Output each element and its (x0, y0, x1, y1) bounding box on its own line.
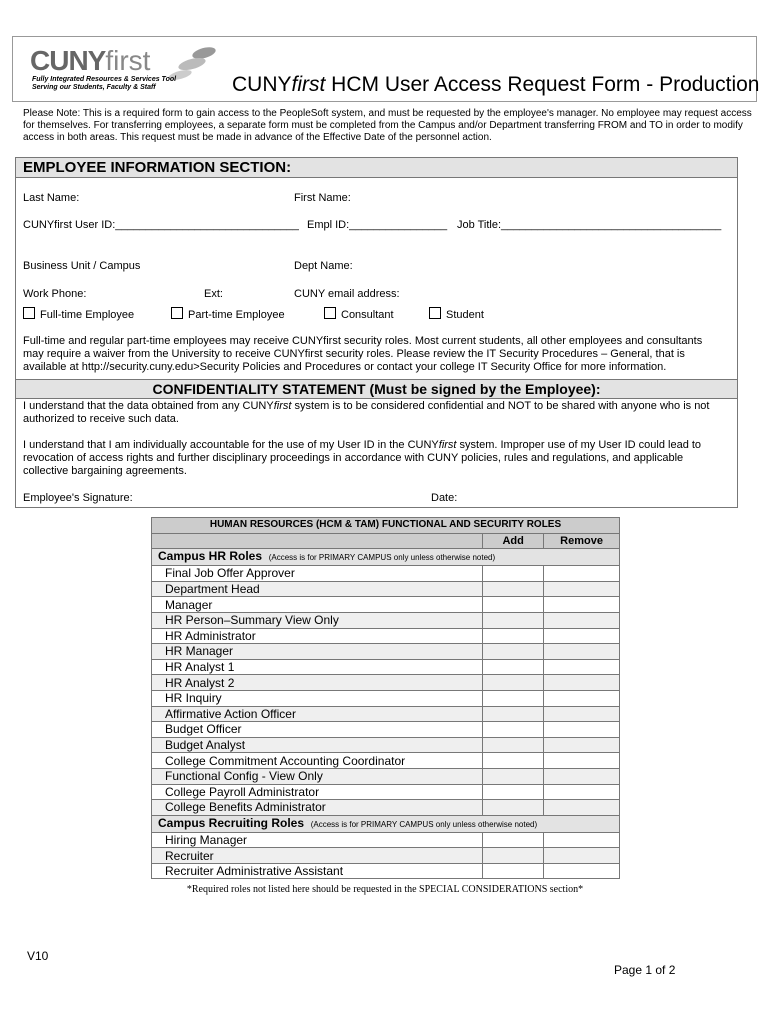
checkbox-icon (429, 307, 441, 319)
dept-name-field[interactable]: Dept Name: (294, 260, 353, 272)
signature-date-field[interactable]: Date: (431, 492, 458, 504)
role-name: Recruiter Administrative Assistant (152, 863, 483, 879)
table-row (152, 848, 620, 864)
role-name: Department Head (152, 581, 483, 597)
role-name: Functional Config - View Only (152, 768, 483, 784)
checkbox-part-time[interactable]: Part-time Employee (171, 307, 285, 322)
add-checkbox-cell[interactable] (483, 706, 544, 722)
roles-table-title: HUMAN RESOURCES (HCM & TAM) FUNCTIONAL AND SECURITY ROLES (152, 518, 620, 534)
table-row (152, 566, 620, 582)
confidentiality-paragraph-2: I understand that I am individually accountable for the use of my User ID in the CUNYfirst system. Improper use of my User ID could lead to revocation of access rights and further disciplinary proceedings in accordance with CUNY policies, rules and regulations, and applicable collective bargaining agreements. (23, 439, 702, 477)
table-row (152, 784, 620, 800)
ext-field[interactable]: Ext: (204, 288, 223, 300)
cunyfirst-logo (30, 46, 230, 94)
table-row (152, 581, 620, 597)
work-phone-field[interactable]: Work Phone: (23, 288, 87, 300)
remove-checkbox-cell[interactable] (544, 581, 620, 597)
page-title: CUNYfirst HCM User Access Request Form - Production (232, 73, 760, 96)
role-name: HR Analyst 2 (152, 675, 483, 691)
checkbox-icon (171, 307, 183, 319)
checkbox-icon (324, 307, 336, 319)
table-row (152, 659, 620, 675)
table-row (152, 737, 620, 753)
hr-roles-table (151, 517, 620, 879)
remove-checkbox-cell[interactable] (544, 628, 620, 644)
add-checkbox-cell[interactable] (483, 628, 544, 644)
table-row (152, 722, 620, 738)
add-checkbox-cell[interactable] (483, 597, 544, 613)
table-row (152, 612, 620, 628)
table-row (152, 628, 620, 644)
remove-checkbox-cell[interactable] (544, 659, 620, 675)
add-checkbox-cell[interactable] (483, 832, 544, 848)
role-name: College Benefits Administrator (152, 800, 483, 816)
remove-checkbox-cell[interactable] (544, 832, 620, 848)
role-name: College Payroll Administrator (152, 784, 483, 800)
checkbox-icon (23, 307, 35, 319)
campus-recruiting-roles-header: Campus Recruiting Roles (Access is for PRIMARY CAMPUS only unless otherwise noted) (152, 815, 620, 832)
add-checkbox-cell[interactable] (483, 848, 544, 864)
role-name: College Commitment Accounting Coordinator (152, 753, 483, 769)
role-name: Manager (152, 597, 483, 613)
role-name: HR Inquiry (152, 690, 483, 706)
confidentiality-title: CONFIDENTIALITY STATEMENT (Must be signed by the Employee): (16, 380, 737, 399)
remove-checkbox-cell[interactable] (544, 848, 620, 864)
email-field[interactable]: CUNY email address: (294, 288, 400, 300)
footnote: *Required roles not listed here should be requested in the SPECIAL CONSIDERATIONS section* (186, 884, 584, 895)
add-checkbox-cell[interactable] (483, 644, 544, 660)
remove-checkbox-cell[interactable] (544, 566, 620, 582)
table-row (152, 597, 620, 613)
add-checkbox-cell[interactable] (483, 566, 544, 582)
add-checkbox-cell[interactable] (483, 768, 544, 784)
role-name: Budget Officer (152, 722, 483, 738)
table-row (152, 832, 620, 848)
add-checkbox-cell[interactable] (483, 800, 544, 816)
table-row (152, 863, 620, 879)
add-checkbox-cell[interactable] (483, 612, 544, 628)
confidentiality-paragraph-1: I understand that the data obtained from any CUNYfirst system is to be considered confidential and NOT to be shared with anyone who is not authorized to receive such data. (23, 400, 710, 425)
logo-tagline-1: Fully Integrated Resources & Services Tool (32, 76, 177, 83)
campus-hr-roles-header: Campus HR Roles (Access is for PRIMARY CAMPUS only unless otherwise noted) (152, 549, 620, 566)
remove-checkbox-cell[interactable] (544, 644, 620, 660)
logo-brand-bold: CUNY (30, 45, 106, 76)
role-name: HR Manager (152, 644, 483, 660)
business-unit-field[interactable]: Business Unit / Campus (23, 260, 141, 272)
role-name: HR Analyst 1 (152, 659, 483, 675)
remove-checkbox-cell[interactable] (544, 675, 620, 691)
role-name: HR Person–Summary View Only (152, 612, 483, 628)
add-checkbox-cell[interactable] (483, 675, 544, 691)
remove-column-header: Remove (544, 533, 620, 549)
version-label: V10 (27, 949, 49, 963)
employee-section-title: EMPLOYEE INFORMATION SECTION: (16, 158, 737, 178)
employee-signature-field[interactable]: Employee's Signature: (23, 492, 133, 504)
user-id-field[interactable]: CUNYfirst User ID:______________________________ (23, 219, 299, 231)
remove-checkbox-cell[interactable] (544, 690, 620, 706)
add-checkbox-cell[interactable] (483, 753, 544, 769)
add-checkbox-cell[interactable] (483, 690, 544, 706)
role-name: Budget Analyst (152, 737, 483, 753)
add-checkbox-cell[interactable] (483, 863, 544, 879)
remove-checkbox-cell[interactable] (544, 863, 620, 879)
remove-checkbox-cell[interactable] (544, 784, 620, 800)
first-name-field[interactable]: First Name: (294, 192, 351, 204)
add-checkbox-cell[interactable] (483, 581, 544, 597)
table-row (152, 768, 620, 784)
remove-checkbox-cell[interactable] (544, 706, 620, 722)
table-row (152, 690, 620, 706)
role-name: Hiring Manager (152, 832, 483, 848)
checkbox-student[interactable]: Student (429, 307, 484, 322)
eligibility-info: Full-time and regular part-time employees may receive CUNYfirst security roles. Most current students, all other employees and consultants may require a waiver from the University to receive CUNYfirst security roles. Please review the IT Security Procedures – General, that is available at http://security.cuny.edu>Security Policies and Procedures or contact your college IT Security Office for more information. (23, 335, 703, 373)
role-name: Recruiter (152, 848, 483, 864)
table-row (152, 675, 620, 691)
table-row (152, 706, 620, 722)
notice-text: Please Note: This is a required form to gain access to the PeopleSoft system, and must be requested by the employee's manager. No employee may request access for themselves. For transferring employees, a separate form must be completed from the Campus and/or Department transferring FROM and TO in order to modify access in both areas. This request must be made in advance of the Effective Date of the personnel action. (23, 108, 752, 143)
last-name-field[interactable]: Last Name: (23, 192, 80, 204)
remove-checkbox-cell[interactable] (544, 722, 620, 738)
role-name: HR Administrator (152, 628, 483, 644)
remove-checkbox-cell[interactable] (544, 737, 620, 753)
table-row (152, 644, 620, 660)
logo-brand-light: first (105, 45, 151, 76)
checkbox-consultant[interactable]: Consultant (324, 307, 394, 322)
empl-id-field[interactable]: Empl ID:________________ (307, 219, 448, 231)
add-checkbox-cell[interactable] (483, 722, 544, 738)
add-checkbox-cell[interactable] (483, 659, 544, 675)
remove-checkbox-cell[interactable] (544, 768, 620, 784)
add-column-header: Add (483, 533, 544, 549)
role-name: Affirmative Action Officer (152, 706, 483, 722)
table-row (152, 800, 620, 816)
remove-checkbox-cell[interactable] (544, 612, 620, 628)
role-name: Final Job Offer Approver (152, 566, 483, 582)
logo-tagline-2: Serving our Students, Faculty & Staff (32, 84, 156, 91)
remove-checkbox-cell[interactable] (544, 753, 620, 769)
page-number: Page 1 of 2 (614, 963, 676, 977)
table-row (152, 753, 620, 769)
job-title-field[interactable]: Job Title:____________________________________ (457, 219, 722, 231)
remove-checkbox-cell[interactable] (544, 800, 620, 816)
add-checkbox-cell[interactable] (483, 784, 544, 800)
remove-checkbox-cell[interactable] (544, 597, 620, 613)
checkbox-full-time[interactable]: Full-time Employee (23, 307, 134, 322)
add-checkbox-cell[interactable] (483, 737, 544, 753)
